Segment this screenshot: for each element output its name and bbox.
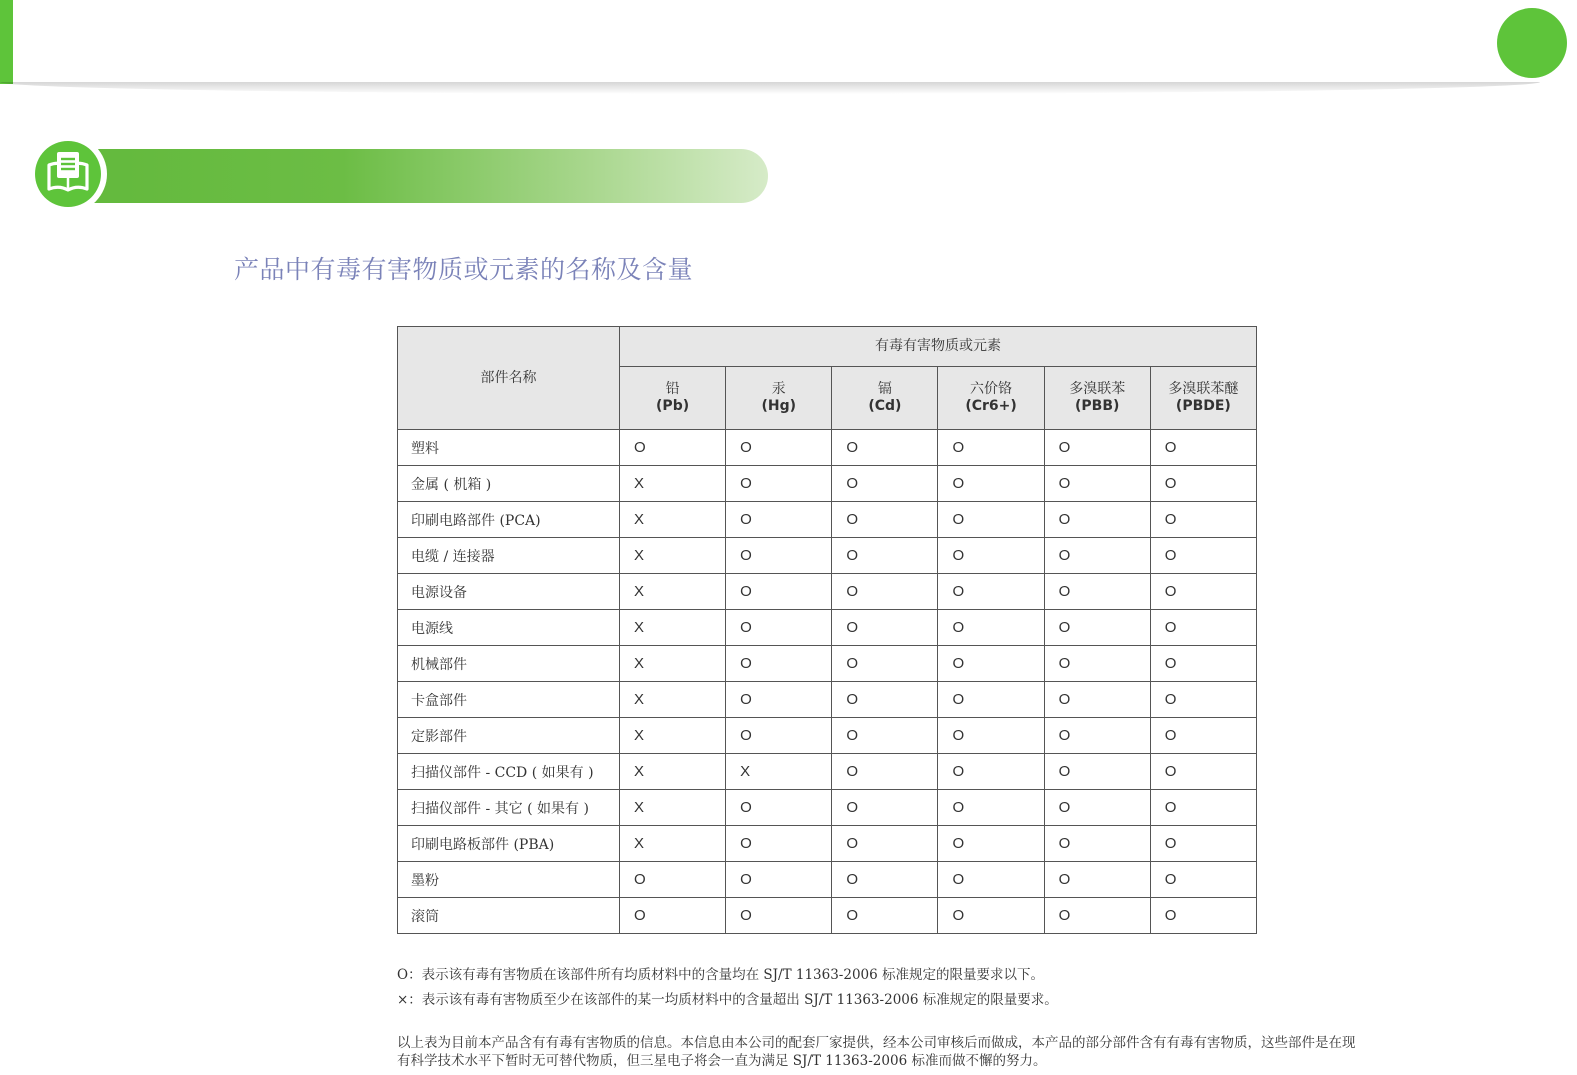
substance-value-cell: O [938,610,1044,646]
substance-value-cell: O [938,826,1044,862]
substance-value-cell: O [1150,682,1256,718]
substance-name: 铅 [665,381,680,397]
substance-name: 六价铬 [970,381,1013,397]
substance-value-cell: O [1150,790,1256,826]
part-name-cell: 扫描仪部件 - CCD ( 如果有 ) [398,754,620,790]
substance-value-cell: O [726,466,832,502]
table-row [398,502,1257,538]
substance-value-cell: O [832,718,938,754]
substance-value-cell: O [832,754,938,790]
substance-value-cell: O [1044,538,1150,574]
table-row [398,826,1257,862]
table-row [398,898,1257,934]
page-indicator-circle [1497,8,1567,78]
substance-value-cell: O [832,466,938,502]
substance-column-header [832,367,938,430]
table-row [398,466,1257,502]
substance-column-header [938,367,1044,430]
substance-value-cell: O [832,574,938,610]
substance-value-cell: X [620,826,726,862]
substance-value-cell: O [1044,826,1150,862]
substance-value-cell: O [620,430,726,466]
part-name-cell: 卡盒部件 [398,682,620,718]
part-name-cell: 定影部件 [398,718,620,754]
substance-value-cell: O [832,790,938,826]
substance-value-cell: O [726,682,832,718]
part-name-cell: 金属 ( 机箱 ) [398,466,620,502]
substance-value-cell: O [938,538,1044,574]
part-name-cell: 扫描仪部件 - 其它 ( 如果有 ) [398,790,620,826]
substance-value-cell: O [832,610,938,646]
substance-value-cell: X [620,646,726,682]
part-name-header: 部件名称 [398,327,620,430]
substance-name: 多溴联苯醚 [1168,381,1239,397]
part-name-cell: 印刷电路板部件 (PBA) [398,826,620,862]
substance-value-cell: X [620,718,726,754]
disclaimer-paragraph: 以上表为目前本产品含有有毒有害物质的信息。本信息由本公司的配套厂家提供，经本公司审核后而做成，本产品的部分部件含有有毒有害物质，这些部件是在现有科学技术水平下暂时无可替代物质，但三星电子将会一直为满足 SJ/T 11363-2006 标准而做不懈的努力。 [397,1035,1356,1069]
substance-value-cell: O [1150,898,1256,934]
substance-value-cell: X [726,754,832,790]
legend-note-x: ×：表示该有毒有害物质至少在该部件的某一均质材料中的含量超出 SJ/T 11363-2006 标准规定的限量要求。 [397,992,1058,1008]
substance-value-cell: O [1044,898,1150,934]
table-row [398,718,1257,754]
substance-value-cell: O [938,754,1044,790]
substance-value-cell: O [726,502,832,538]
substance-value-cell: O [726,430,832,466]
substance-column-header [620,367,726,430]
substance-value-cell: O [1150,610,1256,646]
part-name-cell: 电源设备 [398,574,620,610]
substance-symbol: (PBDE) [1175,398,1231,414]
substance-value-cell: O [1044,430,1150,466]
substance-value-cell: X [620,502,726,538]
top-accent-bar [0,0,13,84]
substance-value-cell: O [726,718,832,754]
substance-name: 汞 [771,381,786,397]
substance-value-cell: O [938,898,1044,934]
part-name-cell: 机械部件 [398,646,620,682]
substance-value-cell: O [1150,754,1256,790]
substance-value-cell: O [1044,862,1150,898]
table-row [398,862,1257,898]
substance-name: 多溴联苯 [1069,381,1126,397]
substance-value-cell: O [1150,430,1256,466]
substance-value-cell: O [832,502,938,538]
substance-value-cell: O [832,430,938,466]
substance-symbol: (Cd) [868,398,902,414]
substance-symbol: (Hg) [761,398,796,414]
substance-value-cell: O [1044,574,1150,610]
substance-value-cell: O [1044,790,1150,826]
substance-value-cell: X [620,790,726,826]
substance-symbol: (PBB) [1075,398,1120,414]
substance-value-cell: O [938,790,1044,826]
substance-value-cell: O [938,430,1044,466]
manual-book-icon [43,149,93,199]
hazardous-substances-table [397,326,1257,934]
part-name-cell: 电源线 [398,610,620,646]
substance-value-cell: O [1044,754,1150,790]
substance-value-cell: O [1044,718,1150,754]
table-row [398,646,1257,682]
table-row [398,610,1257,646]
substance-value-cell: O [726,646,832,682]
substance-value-cell: O [938,862,1044,898]
substance-value-cell: X [620,682,726,718]
substance-value-cell: O [832,826,938,862]
substance-value-cell: O [832,898,938,934]
substance-value-cell: O [726,790,832,826]
substance-value-cell: X [620,610,726,646]
substance-value-cell: O [1044,610,1150,646]
part-name-cell: 塑料 [398,430,620,466]
substance-value-cell: O [938,646,1044,682]
substance-value-cell: O [726,610,832,646]
substance-value-cell: O [1044,466,1150,502]
substance-value-cell: O [938,682,1044,718]
substance-value-cell: O [1150,466,1256,502]
substance-column-header [1044,367,1150,430]
substance-value-cell: X [620,466,726,502]
substance-value-cell: O [1150,646,1256,682]
substance-value-cell: O [1150,538,1256,574]
substance-symbol: (Pb) [656,398,690,414]
substance-symbol: (Cr6+) [965,398,1017,414]
table-row [398,682,1257,718]
table-row [398,754,1257,790]
substance-value-cell: O [726,826,832,862]
substance-value-cell: O [832,538,938,574]
legend-notes [397,963,1058,1013]
substances-group-header: 有毒有害物质或元素 [620,327,1257,367]
substance-value-cell: O [1150,826,1256,862]
substance-value-cell: X [620,754,726,790]
table-row [398,538,1257,574]
substance-value-cell: O [620,862,726,898]
substance-value-cell: O [938,718,1044,754]
substance-value-cell: O [832,682,938,718]
substance-value-cell: O [938,574,1044,610]
substance-value-cell: O [1044,502,1150,538]
substance-value-cell: O [1150,862,1256,898]
substance-column-header [726,367,832,430]
part-name-cell: 电缆 / 连接器 [398,538,620,574]
substance-value-cell: O [1150,574,1256,610]
substance-value-cell: O [938,502,1044,538]
substance-value-cell: O [620,898,726,934]
part-name-cell: 墨粉 [398,862,620,898]
substance-value-cell: X [620,574,726,610]
page-heading: 产品中有毒有害物质或元素的名称及含量 [234,255,694,284]
table-row [398,790,1257,826]
substance-value-cell: O [726,862,832,898]
substance-value-cell: O [1150,718,1256,754]
substance-value-cell: O [832,862,938,898]
substance-column-header [1150,367,1256,430]
substance-value-cell: O [726,898,832,934]
substance-value-cell: O [938,466,1044,502]
header-shadow [0,82,1540,94]
substance-value-cell: O [1044,646,1150,682]
substance-value-cell: X [620,538,726,574]
legend-note-o: O：表示该有毒有害物质在该部件所有均质材料中的含量均在 SJ/T 11363-2006 标准规定的限量要求以下。 [397,967,1045,983]
substance-value-cell: O [726,538,832,574]
section-icon-badge [29,135,107,213]
table-row [398,574,1257,610]
table-row [398,430,1257,466]
substance-name: 镉 [877,381,892,397]
part-name-cell: 印刷电路部件 (PCA) [398,502,620,538]
section-title-bar [60,149,768,203]
substance-value-cell: O [726,574,832,610]
substance-value-cell: O [1150,502,1256,538]
substance-value-cell: O [832,646,938,682]
substance-value-cell: O [1044,682,1150,718]
part-name-cell: 滚筒 [398,898,620,934]
